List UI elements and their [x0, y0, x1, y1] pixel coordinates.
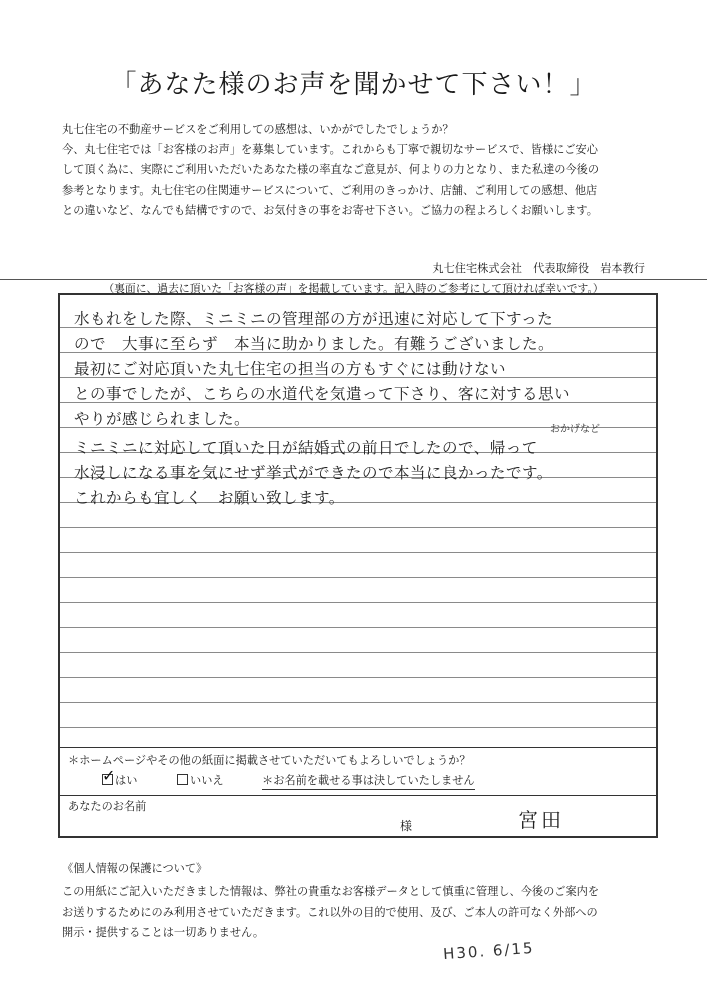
consent-divider: [60, 747, 656, 748]
privacy-title: 《個人情報の保護について》: [62, 862, 208, 875]
intro-line: 参考となります。丸七住宅の住関連サービスについて、ご利用のきっかけ、店舗、ご利用しての感想、他店: [62, 183, 598, 197]
comment-insertion: おかげなど: [550, 424, 600, 435]
name-divider: [60, 795, 656, 796]
company-signature: 丸七住宅株式会社 代表取締役 岩本教行: [432, 262, 645, 275]
section-divider: [0, 279, 707, 280]
check-mark-icon: ✓: [102, 766, 116, 785]
comment-line: 水浸しになる事を気にせず挙式ができたので本当に良かったです。: [74, 464, 553, 482]
name-privacy-note: ＊お名前を載せる事は決していたしません: [262, 772, 475, 790]
ruled-line: [60, 727, 656, 728]
consent-yes-option[interactable]: [102, 766, 138, 788]
no-label: いいえ: [190, 774, 224, 787]
name-label: あなたのお名前: [68, 800, 147, 813]
intro-line: との違いなど、なんでも結構ですので、お気付きの事をお寄せ下さい。ご協力の程よろしくお願いします。: [62, 203, 598, 217]
comment-line: ので 大事に至らず 本当に助かりました。有難うございました。: [74, 335, 555, 353]
privacy-line: この用紙にご記入いただきました情報は、弊社の貴重なお客様データとして慎重に管理し、今後のご案内を: [62, 885, 600, 898]
reference-note: （裏面に、過去に頂いた「お客様の声」を掲載しています。記入時のご参考にして頂ければ幸いです。）: [103, 282, 604, 295]
comment-line: これからも宜しく お願い致します。: [74, 489, 345, 507]
intro-text: [62, 120, 662, 221]
consent-question: ＊ホームページやその他の紙面に掲載させていただいてもよろしいでしょうか？: [68, 754, 471, 767]
comment-line: 最初にご対応頂いた丸七住宅の担当の方もすぐには動けない: [74, 360, 507, 378]
feedback-form: [58, 293, 658, 838]
ruled-line: [60, 652, 656, 653]
privacy-line: 開示・提供することは一切ありません。: [62, 926, 265, 939]
intro-line: 今、丸七住宅では「お客様のお声」を募集しています。これからも丁寧で親切なサービスで、皆様にご安心: [62, 143, 598, 157]
consent-no-option[interactable]: [177, 772, 224, 788]
no-checkbox[interactable]: [177, 774, 188, 785]
intro-line: して頂く為に、実際にご利用いただいたあなた様の率直なご意見が、何よりの力となり、また私達の今後の: [62, 163, 600, 177]
ruled-line: [60, 602, 656, 603]
comment-line: ミニミニに対応して頂いた日が結婚式の前日でしたので、帰って: [74, 439, 538, 457]
comment-line: やりが感じられました。: [74, 410, 251, 428]
ruled-line: [60, 552, 656, 553]
privacy-line: お送りするためにのみ利用させていただきます。これ以外の目的で使用、及び、ご本人の許可なく外部への: [62, 905, 598, 919]
ruled-line: [60, 627, 656, 628]
yes-label: はい: [115, 774, 138, 787]
name-value: 宮田: [518, 808, 564, 832]
intro-line: 丸七住宅の不動産サービスをご利用しての感想は、いかがでしたでしょうか？: [62, 123, 454, 136]
page-title: 「あなた様のお声を聞かせて下さい！」: [110, 70, 597, 100]
comment-line: との事でしたが、こちらの水道代を気遣って下さり、客に対する思い: [74, 385, 571, 403]
ruled-line: [60, 702, 656, 703]
privacy-body: [62, 882, 672, 944]
ruled-line: [60, 527, 656, 528]
comment-line: 水もれをした際、ミニミニの管理部の方が迅速に対応して下すった: [74, 310, 554, 328]
honorific-label: 様: [400, 819, 413, 833]
yes-checkbox[interactable]: [102, 766, 116, 785]
ruled-line: [60, 677, 656, 678]
ruled-line: [60, 577, 656, 578]
handwritten-date: H30. 6/15: [442, 938, 536, 964]
